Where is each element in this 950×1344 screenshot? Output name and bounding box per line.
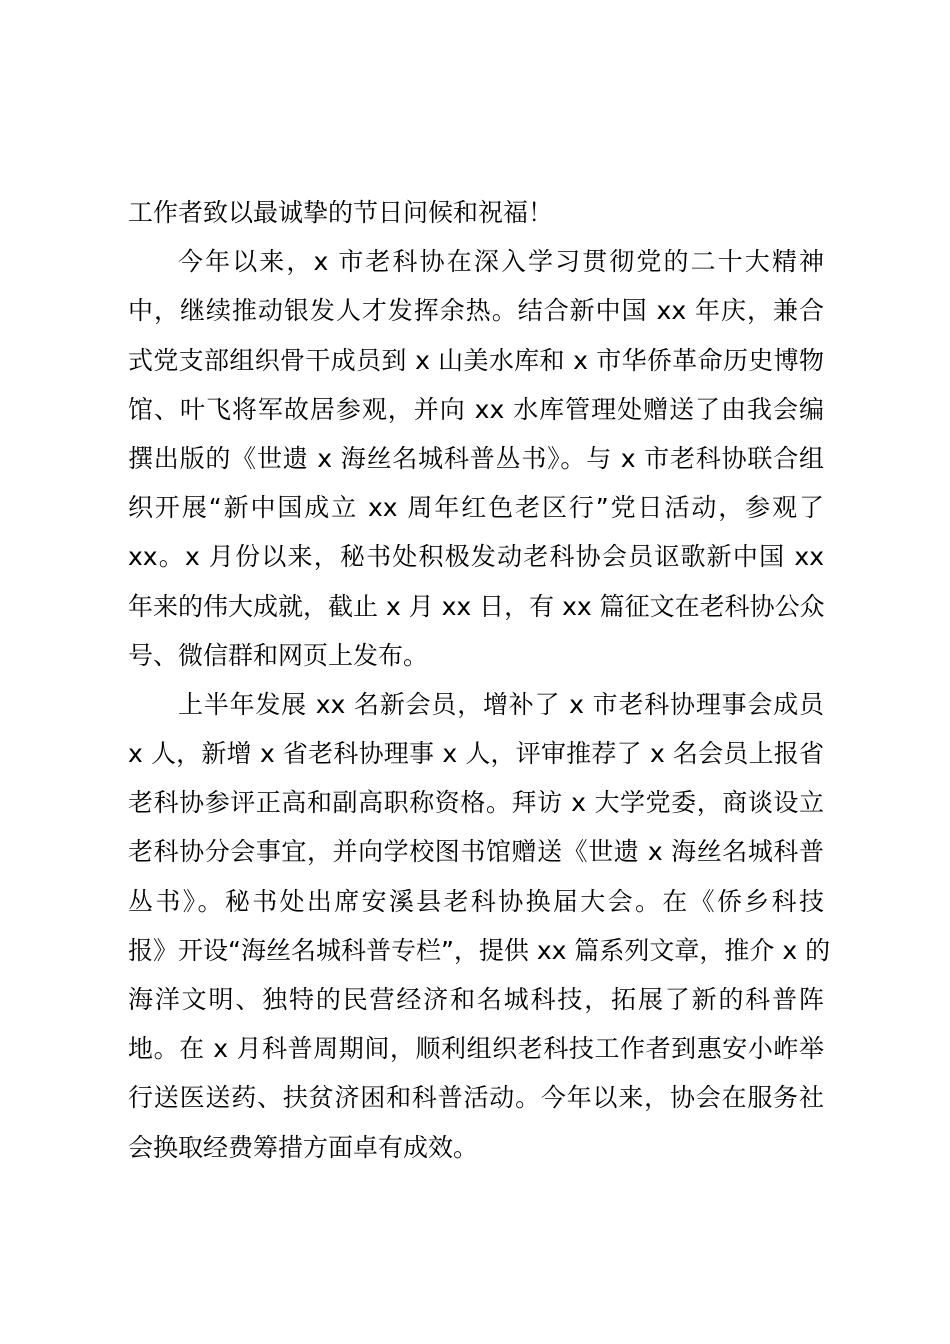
text-line: 海洋文明、独特的民营经济和名城科技，拓展了新的科普阵 xyxy=(128,985,824,1014)
text-line: 会换取经费筹措方面卓有成效。 xyxy=(128,1132,479,1162)
text-line: 织开展“新中国成立 xx 周年红色老区行”党日活动，参观了 xyxy=(128,493,824,523)
text-line: 行送医送药、扶贫济困和科普活动。今年以来，协会在服务社 xyxy=(128,1083,824,1113)
text-line: 今年以来，x 市老科协在深入学习贯彻党的二十大精神 xyxy=(178,247,824,277)
text-line: 式党支部组织骨干成员到 x 山美水库和 x 市华侨革命历史博物 xyxy=(128,345,824,375)
paragraph-1 xyxy=(128,188,824,237)
text-line: xx。x 月份以来，秘书处积极发动老科协会员讴歌新中国 xx xyxy=(128,542,824,572)
paragraph-3 xyxy=(128,680,831,1172)
text-line: 年来的伟大成就，截止 x 月 xx 日，有 xx 篇征文在老科协公众 xyxy=(128,591,825,621)
text-line: 号、微信群和网页上发布。 xyxy=(128,640,429,670)
text-line: 报》开设“海丝名城科普专栏”，提供 xx 篇系列文章，推介 x 的 xyxy=(128,935,831,965)
text-line: 丛书》。秘书处出席安溪县老科协换届大会。在《侨乡科技 xyxy=(128,886,824,916)
text-line: 工作者致以最诚挚的节日问候和祝福！ xyxy=(128,198,554,227)
text-line: 老科协分会事宜，并向学校图书馆赠送《世遗 x 海丝名城科普 xyxy=(128,837,824,867)
paragraph-2 xyxy=(128,237,824,680)
text-line: 撰出版的《世遗 x 海丝名城科普丛书》。与 x 市老科协联合组 xyxy=(128,443,824,473)
text-line: 上半年发展 xx 名新会员，增补了 x 市老科协理事会成员 xyxy=(178,689,824,719)
text-line: 中，继续推动银发人才发挥余热。结合新中国 xx 年庆，兼合 xyxy=(128,296,824,326)
text-line: 馆、叶飞将军故居参观，并向 xx 水库管理处赠送了由我会编 xyxy=(128,394,824,424)
document-body xyxy=(128,188,831,1172)
text-line: x 人，新增 x 省老科协理事 x 人，评审推荐了 x 名会员上报省 xyxy=(128,739,824,769)
text-line: 地。在 x 月科普周期间，顺利组织老科技工作者到惠安小岞举 xyxy=(128,1034,824,1064)
text-line: 老科协参评正高和副高职称资格。拜访 x 大学党委，商谈设立 xyxy=(128,788,824,818)
